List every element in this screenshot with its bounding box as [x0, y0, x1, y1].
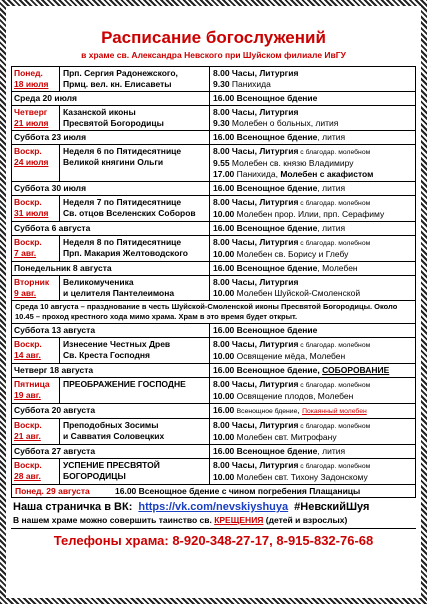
content	[11, 10, 416, 548]
feast-line: Неделя 7 по Пятидесятнице	[63, 197, 182, 207]
page-subtitle: в храме св. Александра Невского при Шуйском филиале ИвГУ	[81, 50, 346, 60]
announcement-cell: Среда 10 августа – празднование в честь Шуйской-Смоленской иконы Пресвятой Богородицы. Около 10.45 – проход крестного хода мимо храма. Храм в это время будет открыт.	[15, 302, 398, 321]
service-line	[213, 405, 412, 417]
service-line	[213, 107, 412, 118]
date-line: 28 авг.	[14, 471, 41, 481]
service-text: Панихида	[231, 79, 271, 89]
date-cell: Суббота 27 августа	[12, 445, 210, 458]
service-line	[213, 183, 412, 194]
service-text: с благодар. молебном	[298, 342, 371, 349]
service-text: 16.00 Всенощное бдение	[213, 223, 318, 233]
service-text: 17.00	[213, 169, 237, 179]
service-line	[213, 339, 412, 351]
services-cell	[210, 262, 415, 275]
service-text: 9.30	[213, 118, 232, 128]
service-line	[213, 277, 412, 288]
last-row-date: Понед. 29 августа	[15, 486, 90, 496]
date-line: 9 авг.	[14, 288, 37, 298]
service-line	[213, 169, 412, 180]
service-line	[213, 158, 412, 169]
service-text: 8.00 Часы, Литургия	[213, 197, 299, 207]
feast-line: Великомученика	[63, 277, 134, 287]
service-text: Освящение мёда, Молебен	[236, 351, 346, 361]
service-text: Молебен Шуйской-Смоленской	[236, 288, 361, 298]
service-text: Молебен свт. Тихону Задонскому	[236, 472, 368, 482]
service-text: Всенощное бдение	[236, 132, 318, 142]
service-text: Молебен с акафистом	[280, 169, 374, 179]
feast-line: Казанской иконы	[63, 107, 136, 117]
feast-line: Прмц. вел. кн. Елисаветы	[63, 79, 172, 89]
service-line	[213, 132, 412, 143]
schedule-row	[11, 404, 416, 419]
feast-line: ПРЕОБРАЖЕНИЕ ГОСПОДНЕ	[63, 379, 186, 389]
date-line: 21 июля	[14, 118, 49, 128]
service-text: 8.00 Часы, Литургия	[213, 420, 299, 430]
date-cell	[12, 196, 60, 221]
services-cell	[210, 67, 415, 91]
note-post: (детей и взрослых)	[263, 515, 348, 525]
date-cell: Суббота 20 августа	[12, 404, 210, 418]
services-cell	[210, 378, 415, 403]
service-line	[213, 325, 412, 336]
service-text: с благодар. молебном	[298, 240, 371, 247]
schedule-row	[11, 338, 416, 364]
vk-hashtag: #НевскийШуя	[294, 501, 370, 513]
service-text: 16.00 Всенощное бдение	[213, 325, 318, 335]
service-text: 16.00 Всенощное бдение,	[213, 365, 323, 375]
service-line	[213, 146, 412, 158]
services-cell	[210, 131, 415, 144]
service-text: 16.00 Всенощное бдение	[213, 263, 318, 273]
services-cell	[210, 364, 415, 377]
service-text: 10.00	[213, 432, 237, 442]
service-text: 9.30	[213, 79, 232, 89]
date-cell: Суббота 30 июля	[12, 182, 210, 195]
feast-line: БОГОРОДИЦЫ	[63, 471, 126, 481]
feast-cell	[60, 196, 210, 221]
schedule-row	[11, 182, 416, 196]
schedule-row	[11, 419, 416, 445]
baptism-note	[11, 515, 416, 528]
feast-line: Неделя 8 по Пятидесятнице	[63, 237, 182, 247]
services-cell	[210, 106, 415, 130]
last-row-text: 16.00 Всенощное бдение с чином погребения Плащаницы	[115, 486, 361, 496]
feast-cell	[60, 378, 210, 403]
schedule-row	[11, 445, 416, 459]
date-line: 19 авг.	[14, 390, 41, 400]
service-line	[213, 68, 412, 79]
date-cell	[12, 145, 60, 181]
date-cell	[12, 459, 60, 484]
date-line: Воскр.	[14, 237, 42, 247]
vk-link[interactable]: https://vk.com/nevskiyshuya	[138, 501, 289, 513]
service-text: 16.00 Всенощное бдение	[213, 93, 318, 103]
date-cell	[12, 106, 60, 130]
date-line: Воскр.	[14, 197, 42, 207]
date-cell: Суббота 13 августа	[12, 324, 210, 337]
services-cell	[210, 92, 415, 105]
feast-line: Изнесение Честных Древ	[63, 339, 171, 349]
services-cell	[210, 404, 415, 418]
service-line	[213, 379, 412, 391]
service-text: с благодар. молебном	[298, 200, 371, 207]
service-line	[213, 365, 412, 376]
service-text: , лития	[317, 446, 346, 456]
service-line	[213, 351, 412, 362]
note-pre: В нашем храме можно совершить таинство св.	[13, 515, 215, 525]
date-cell: Четверг 18 августа	[12, 364, 210, 377]
service-line	[213, 446, 412, 457]
services-cell	[210, 459, 415, 484]
schedule-row	[11, 364, 416, 378]
schedule-row	[11, 106, 416, 131]
service-text: 10.00	[213, 391, 237, 401]
schedule-row	[11, 222, 416, 236]
feast-line: Св. Креста Господня	[63, 350, 150, 360]
service-line	[213, 249, 412, 260]
date-cell	[12, 378, 60, 403]
services-cell	[210, 196, 415, 221]
phones: Телефоны храма: 8-920-348-27-17, 8-915-832-76-68	[11, 528, 416, 548]
services-cell	[210, 145, 415, 181]
service-line	[213, 237, 412, 249]
service-text: , лития	[317, 223, 346, 233]
schedule-row	[11, 196, 416, 222]
date-line: 14 авг.	[14, 350, 41, 360]
date-line: Пятница	[14, 379, 50, 389]
date-line: 24 июля	[14, 157, 49, 167]
service-line	[213, 432, 412, 443]
service-text: с благодар. молебном	[298, 149, 371, 156]
feast-line: и Савватия Соловецких	[63, 431, 165, 441]
service-text: СОБОРОВАНИЕ	[322, 365, 390, 375]
services-cell	[210, 276, 415, 300]
schedule-row	[11, 324, 416, 338]
services-cell	[210, 445, 415, 458]
schedule-row	[11, 301, 416, 324]
service-text: Молебен прор. Илии, прп. Серафиму	[236, 209, 385, 219]
service-text: с благодар. молебном	[298, 423, 371, 430]
schedule-row	[11, 236, 416, 262]
service-text: 16.00	[213, 405, 237, 415]
vk-line	[11, 498, 416, 515]
feast-line: Неделя 6 по Пятидесятнице	[63, 146, 182, 156]
date-line: 18 июля	[14, 79, 49, 89]
date-cell	[12, 236, 60, 261]
service-line	[213, 209, 412, 220]
service-text: 16.00	[213, 132, 237, 142]
services-cell	[210, 324, 415, 337]
feast-line: УСПЕНИЕ ПРЕСВЯТОЙ	[63, 460, 160, 470]
service-text: Молебен о больных, лития	[231, 118, 339, 128]
feast-cell	[60, 459, 210, 484]
schedule-row	[11, 378, 416, 404]
service-text: 8.00 Часы, Литургия	[213, 146, 299, 156]
service-line	[213, 391, 412, 402]
feast-line: Преподобных Зосимы	[63, 420, 159, 430]
service-text: Освящение плодов, Молебен	[236, 391, 354, 401]
service-text: Молебен св. Борису и Глебу	[236, 249, 349, 259]
feast-cell	[60, 67, 210, 91]
service-line	[213, 420, 412, 432]
date-line: Воскр.	[14, 420, 42, 430]
service-text: Всенощное бдение	[236, 408, 298, 415]
service-text: 16.00 Всенощное бдение	[213, 446, 318, 456]
date-cell: Суббота 23 июля	[12, 131, 210, 144]
schedule-row	[11, 131, 416, 145]
feast-cell	[60, 236, 210, 261]
service-text: 10.00	[213, 472, 237, 482]
service-text: 10.00	[213, 249, 237, 259]
service-text: с благодар. молебном	[298, 382, 371, 389]
date-cell: Суббота 6 августа	[12, 222, 210, 235]
service-text: , лития	[317, 183, 346, 193]
note-strong: КРЕЩЕНИЯ	[214, 515, 264, 525]
schedule-table	[11, 66, 416, 485]
page-title: Расписание богослужений	[101, 28, 326, 47]
date-cell	[12, 67, 60, 91]
feast-cell	[60, 419, 210, 444]
service-text: Панихида,	[236, 169, 281, 179]
services-cell	[210, 222, 415, 235]
feast-line: и целителя Пантелеимона	[63, 288, 175, 298]
schedule-row	[11, 262, 416, 276]
date-cell: Среда 20 июля	[12, 92, 210, 105]
service-text: 8.00 Часы, Литургия	[213, 460, 299, 470]
service-line	[213, 118, 412, 129]
date-line: Четверг	[14, 107, 48, 117]
service-text: 8.00 Часы, Литургия	[213, 379, 299, 389]
service-text: 8.00 Часы, Литургия	[213, 237, 299, 247]
service-text: с благодар. молебном	[298, 463, 371, 470]
date-cell: Понедельник 8 августа	[12, 262, 210, 275]
service-line	[213, 472, 412, 483]
date-line: 31 июля	[14, 208, 49, 218]
service-line	[213, 460, 412, 472]
date-cell	[12, 338, 60, 363]
schedule-row	[11, 145, 416, 182]
schedule-row	[11, 67, 416, 92]
feast-line: Прп. Сергия Радонежского,	[63, 68, 178, 78]
service-line	[213, 93, 412, 104]
service-line	[213, 79, 412, 90]
feast-line: Прп. Макария Желтоводского	[63, 248, 189, 258]
service-text: 8.00 Часы, Литургия	[213, 277, 299, 287]
service-text: 8.00 Часы, Литургия	[213, 339, 299, 349]
schedule-row	[11, 459, 416, 485]
service-text: , Молебен	[317, 263, 358, 273]
service-line	[213, 197, 412, 209]
vk-label: Наша страничка в ВК:	[13, 501, 133, 513]
service-line	[213, 288, 412, 299]
feast-line: Св. отцов Вселенских Соборов	[63, 208, 196, 218]
service-text: , лития	[317, 132, 346, 142]
service-line	[213, 263, 412, 274]
feast-cell	[60, 338, 210, 363]
service-text: ,	[297, 405, 303, 415]
date-line: Понед.	[14, 68, 43, 78]
date-line: Воскр.	[14, 339, 42, 349]
service-text: 8.00 Часы, Литургия	[213, 68, 299, 78]
date-line: Воскр.	[14, 460, 42, 470]
schedule-row	[11, 276, 416, 301]
feast-cell	[60, 145, 210, 181]
service-text: 10.00	[213, 288, 237, 298]
services-cell	[210, 182, 415, 195]
date-cell	[12, 419, 60, 444]
services-cell	[210, 419, 415, 444]
feast-line: Пресвятой Богородицы	[63, 118, 164, 128]
services-cell	[210, 338, 415, 363]
feast-cell	[60, 276, 210, 300]
schedule-row	[11, 92, 416, 106]
date-cell	[12, 276, 60, 300]
last-row	[11, 485, 416, 498]
service-line	[213, 223, 412, 234]
service-text: 10.00	[213, 209, 237, 219]
date-line: 7 авг.	[14, 248, 37, 258]
service-text: Молебен св. князю Владимиру	[231, 158, 354, 168]
service-text: Молебен свт. Митрофану	[236, 432, 337, 442]
service-text: 16.00 Всенощное бдение	[213, 183, 318, 193]
service-text: 10.00	[213, 351, 237, 361]
feast-line: Великой княгини Ольги	[63, 157, 164, 167]
service-text: 9.55	[213, 158, 232, 168]
service-text: Покаянный молебен	[302, 408, 367, 415]
date-line: Вторник	[14, 277, 50, 287]
service-text: 8.00 Часы, Литургия	[213, 107, 299, 117]
date-line: Воскр.	[14, 146, 42, 156]
services-cell	[210, 236, 415, 261]
feast-cell	[60, 106, 210, 130]
date-line: 21 авг.	[14, 431, 41, 441]
